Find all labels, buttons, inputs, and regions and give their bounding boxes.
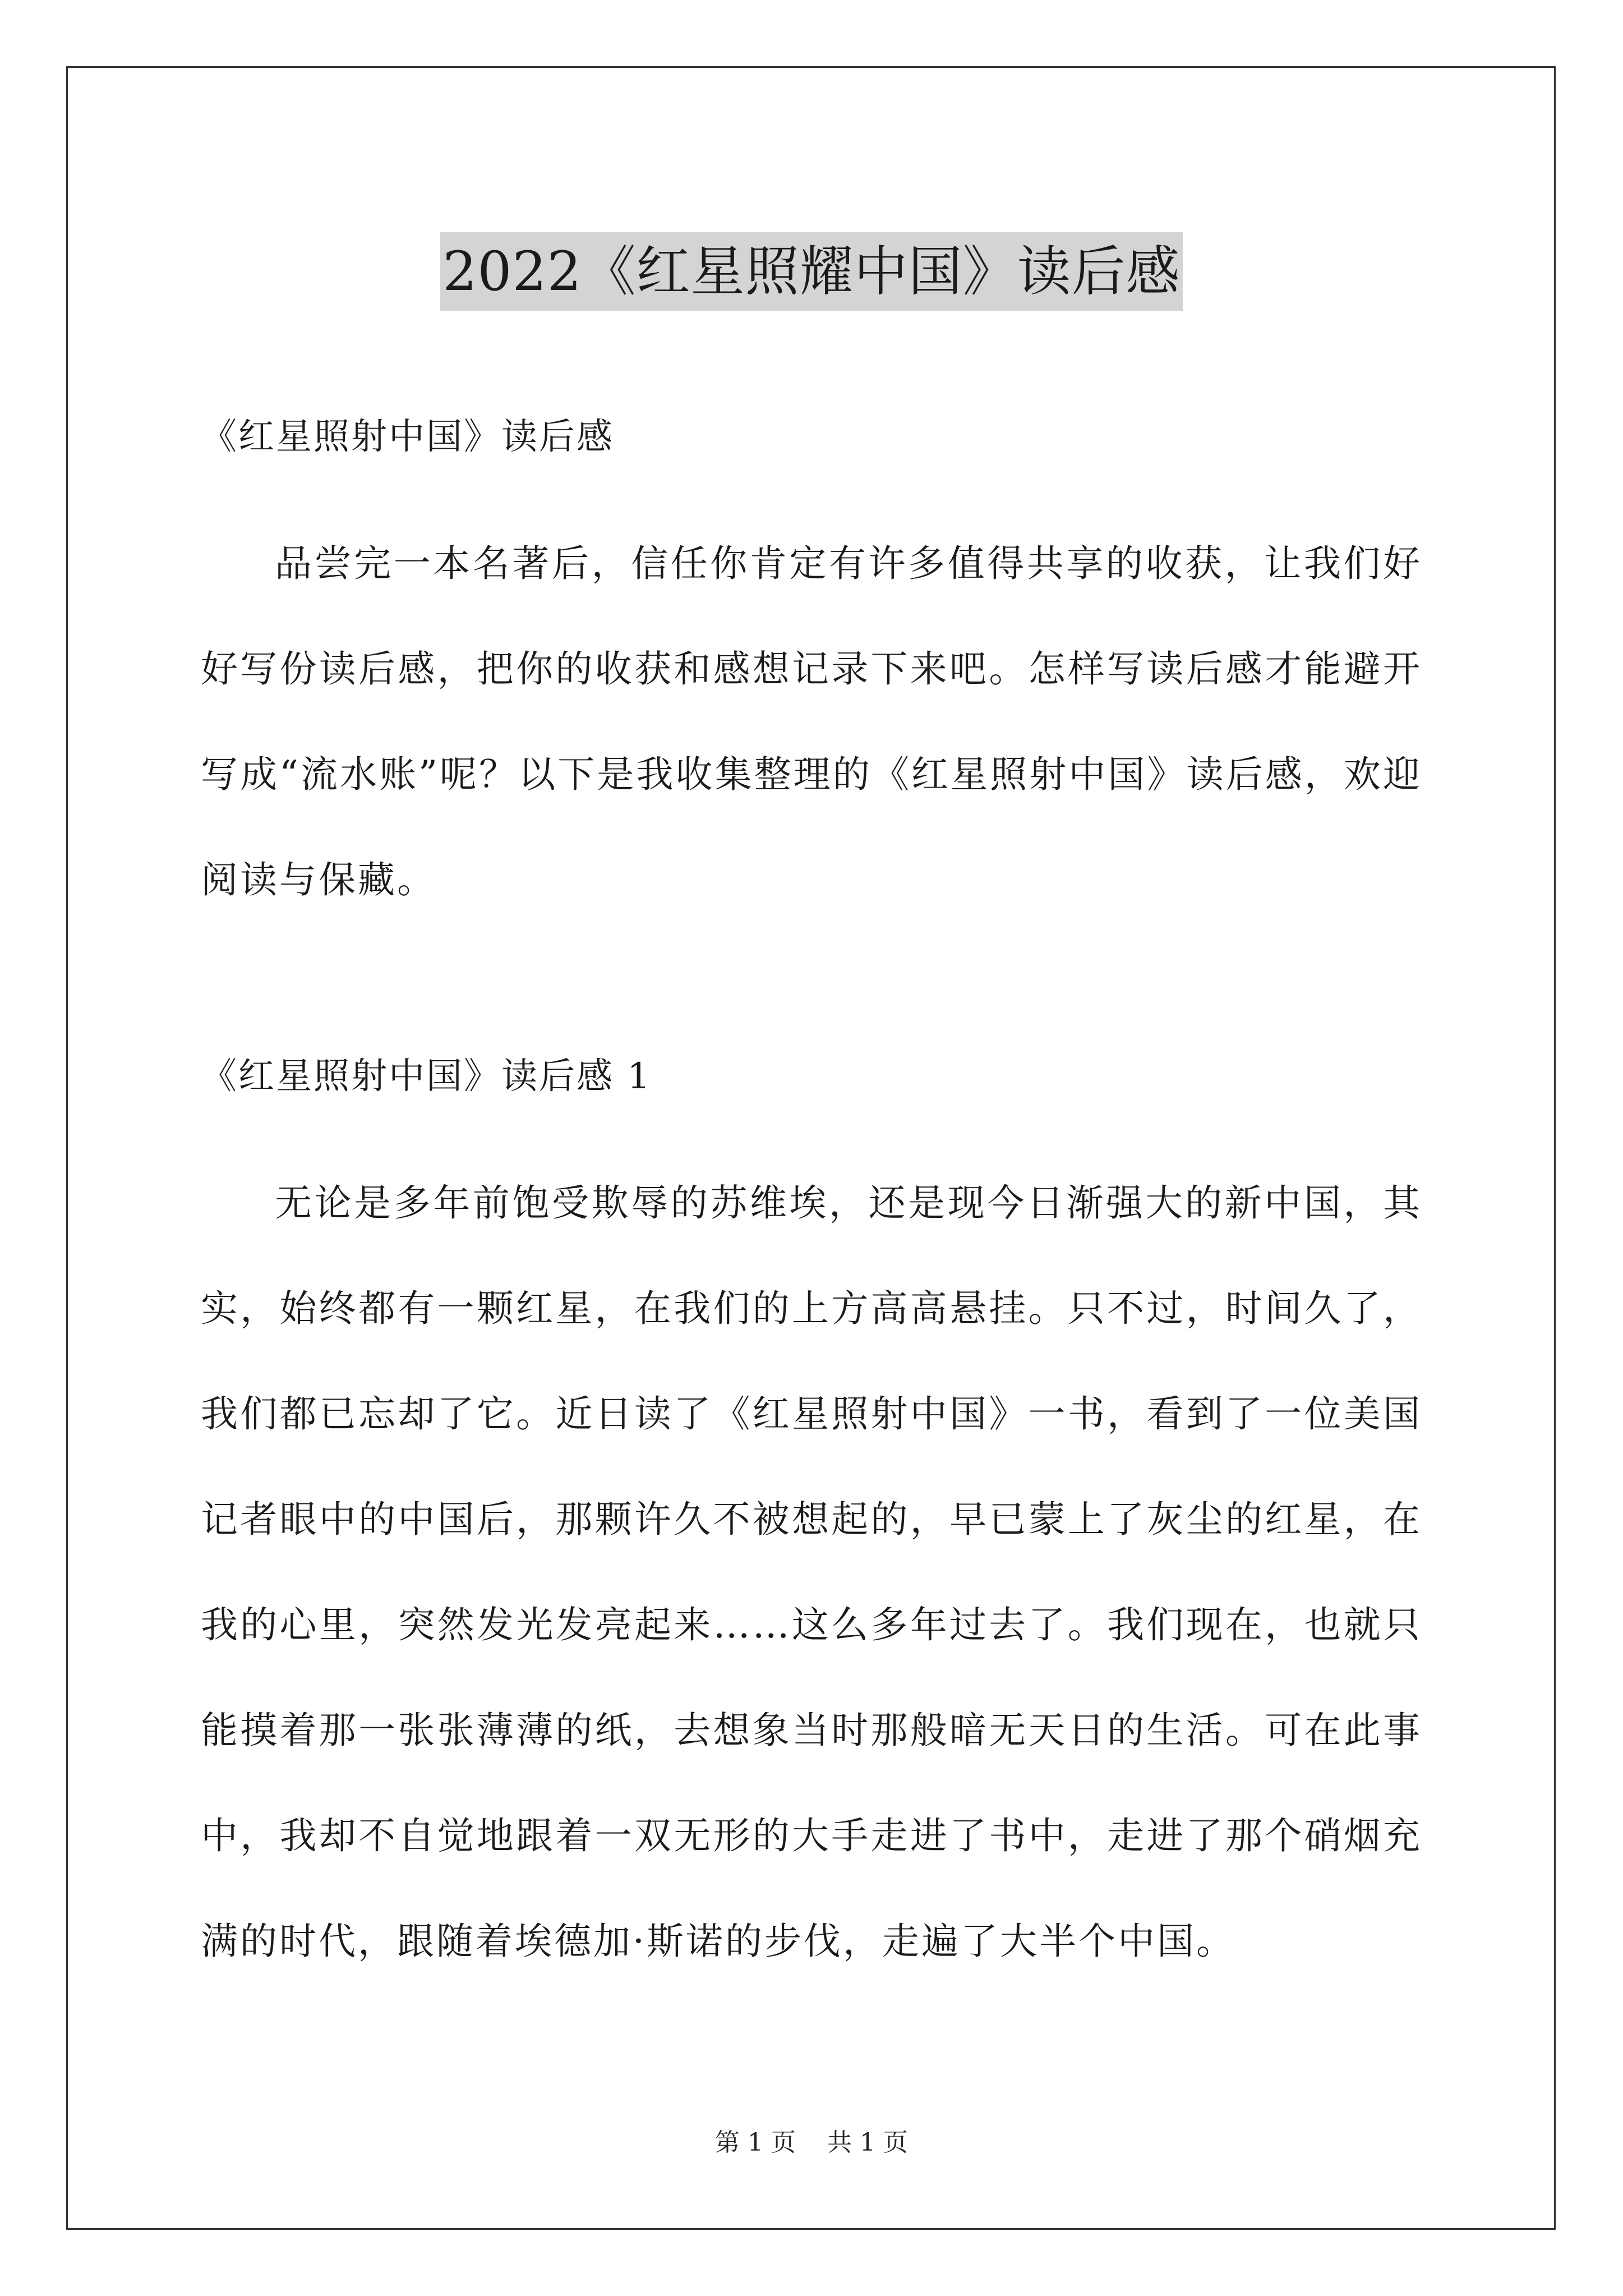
page-footer: [0, 2126, 1623, 2160]
title-wrap: [201, 196, 1422, 347]
document-title: 2022《红星照耀中国》读后感: [440, 232, 1182, 311]
page-total: 共 1 页: [827, 2128, 908, 2157]
document-body: [201, 196, 1422, 1994]
section-heading: 《红星照射中国》读后感: [201, 416, 614, 458]
section-heading-1: 《红星照射中国》读后感 1: [201, 1055, 652, 1097]
page-number: 第 1 页: [715, 2128, 796, 2157]
intro-paragraph: 品尝完一本名著后，信任你肯定有许多值得共享的收获，让我们好好写份读后感，把你的收获和感想记录下来吧。怎样写读后感才能避开写成“流水账”呢？以下是我收集整理的《红星照射中国》读后感，欢迎阅读与保藏。: [201, 541, 1422, 901]
essay-paragraph-1: 无论是多年前饱受欺辱的苏维埃，还是现今日渐强大的新中国，其实，始终都有一颗红星，在我们的上方高高悬挂。只不过，时间久了，我们都已忘却了它。近日读了《红星照射中国》一书，看到了一位美国记者眼中的中国后，那颗许久不被想起的，早已蒙上了灰尘的红星，在我的心里，突然发光发亮起来……这么多年过去了。我们现在，也就只能摸着那一张张薄薄的纸，去想象当时那般暗无天日的生活。可在此事中，我却不自觉地跟着一双无形的大手走进了书中，走进了那个硝烟充满的时代，跟随着埃德加·斯诺的步伐，走遍了大半个中国。: [201, 1181, 1422, 1963]
